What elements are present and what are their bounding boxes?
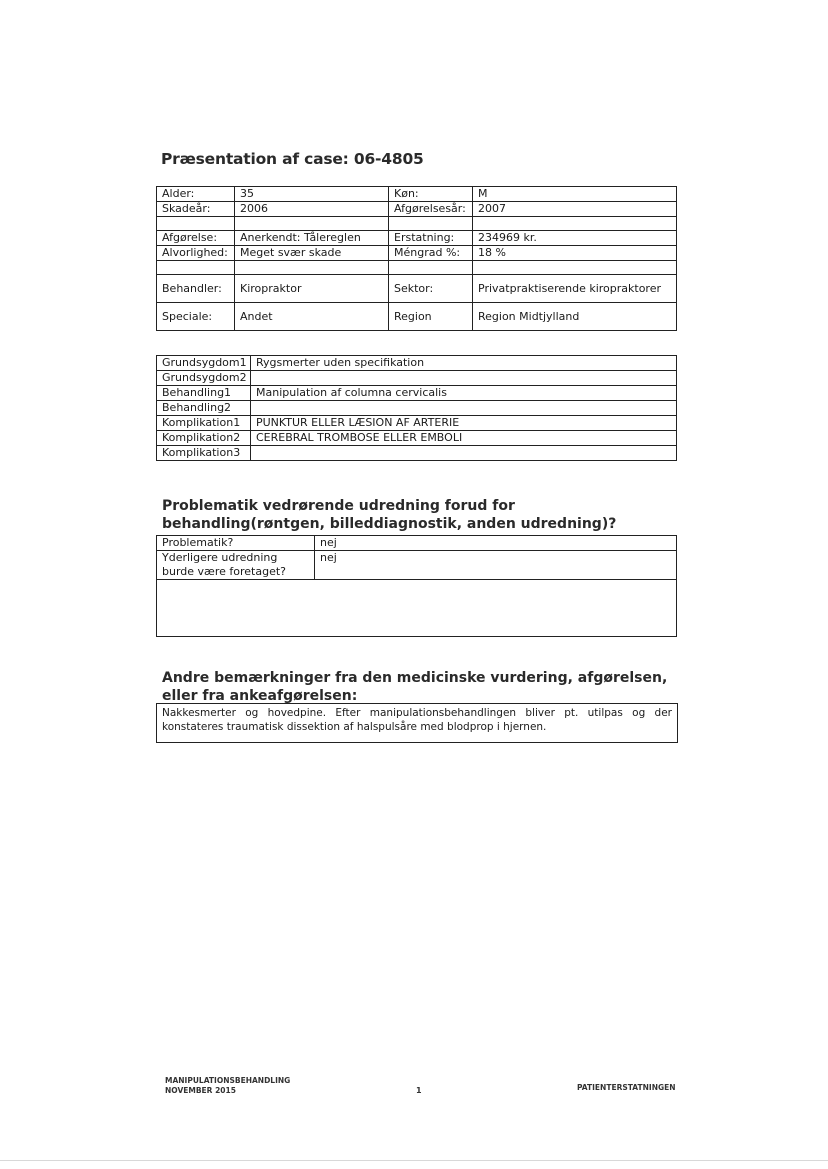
question-cell: Problematik? (157, 536, 315, 551)
value-cell: Privatpraktiserende kiropraktorer (473, 275, 677, 303)
value-cell: 35 (235, 187, 389, 202)
diagnosis-table (156, 355, 677, 461)
table-row (157, 187, 677, 202)
table-row (157, 551, 677, 580)
label-cell: Speciale: (157, 303, 235, 331)
label-cell: Méngrad %: (389, 246, 473, 261)
label-cell: Afgørelse: (157, 231, 235, 246)
code-cell: Behandling1 (157, 386, 251, 401)
label-cell: Afgørelsesår: (389, 202, 473, 217)
code-cell: Komplikation2 (157, 431, 251, 446)
page-number: 1 (416, 1086, 422, 1095)
table-row (157, 371, 677, 386)
answer-cell: nej (315, 536, 677, 551)
value-cell: 2006 (235, 202, 389, 217)
section-heading-problem: Problematik vedrørende udredning forud for behandling(røntgen, billeddiagnostik, anden udredning)? (162, 498, 617, 532)
page-title: Præsentation af case: 06-4805 (161, 150, 424, 168)
table-row (157, 356, 677, 371)
case-info-table (156, 186, 677, 331)
table-row (157, 303, 677, 331)
label-cell: Alder: (157, 187, 235, 202)
value-cell: 18 % (473, 246, 677, 261)
footer-document-name: MANIPULATIONSBEHANDLING (165, 1076, 291, 1085)
value-cell: Anerkendt: Tålereglen (235, 231, 389, 246)
footer-left (165, 1076, 290, 1096)
code-cell: Grundsygdom2 (157, 371, 251, 386)
label-cell: Behandler: (157, 275, 235, 303)
table-row (157, 202, 677, 217)
footer-publisher: PATIENTERSTATNINGEN (577, 1083, 676, 1092)
table-row (157, 536, 677, 551)
value-cell: Kiropraktor (235, 275, 389, 303)
table-row (157, 231, 677, 246)
table-row-empty (157, 580, 677, 637)
table-row-empty (157, 217, 677, 231)
label-cell: Region (389, 303, 473, 331)
table-row (157, 275, 677, 303)
label-cell: Alvorlighed: (157, 246, 235, 261)
section-heading-remarks: Andre bemærkninger fra den medicinske vurdering, afgørelsen, eller fra ankeafgørelsen: (162, 670, 668, 704)
table-row (157, 246, 677, 261)
value-cell (251, 401, 677, 416)
label-cell: Køn: (389, 187, 473, 202)
value-cell: CEREBRAL TROMBOSE ELLER EMBOLI (251, 431, 677, 446)
code-cell: Grundsygdom1 (157, 356, 251, 371)
answer-cell: nej (315, 551, 677, 580)
label-cell: Erstatning: (389, 231, 473, 246)
scan-edge-line (0, 1160, 828, 1161)
value-cell (251, 371, 677, 386)
code-cell: Komplikation3 (157, 446, 251, 461)
remarks-text: Nakkesmerter og hovedpine. Efter manipulationsbehandlingen bliver pt. utilpas og der konstateres traumatisk dissektion af halspulsåre med blodprop i hjernen. (156, 703, 678, 743)
value-cell: Meget svær skade (235, 246, 389, 261)
value-cell: Manipulation af columna cervicalis (251, 386, 677, 401)
table-row (157, 386, 677, 401)
table-row (157, 431, 677, 446)
problem-table (156, 535, 677, 637)
value-cell: 2007 (473, 202, 677, 217)
table-row (157, 446, 677, 461)
table-row (157, 401, 677, 416)
value-cell: Region Midtjylland (473, 303, 677, 331)
question-cell: Yderligere udredning burde være foretaget? (157, 551, 315, 580)
table-row (157, 416, 677, 431)
value-cell: PUNKTUR ELLER LÆSION AF ARTERIE (251, 416, 677, 431)
code-cell: Behandling2 (157, 401, 251, 416)
value-cell: Rygsmerter uden specifikation (251, 356, 677, 371)
value-cell: M (473, 187, 677, 202)
table-row-empty (157, 261, 677, 275)
label-cell: Sektor: (389, 275, 473, 303)
value-cell: Andet (235, 303, 389, 331)
footer-date: NOVEMBER 2015 (165, 1086, 236, 1095)
value-cell (251, 446, 677, 461)
code-cell: Komplikation1 (157, 416, 251, 431)
label-cell: Skadeår: (157, 202, 235, 217)
value-cell: 234969 kr. (473, 231, 677, 246)
